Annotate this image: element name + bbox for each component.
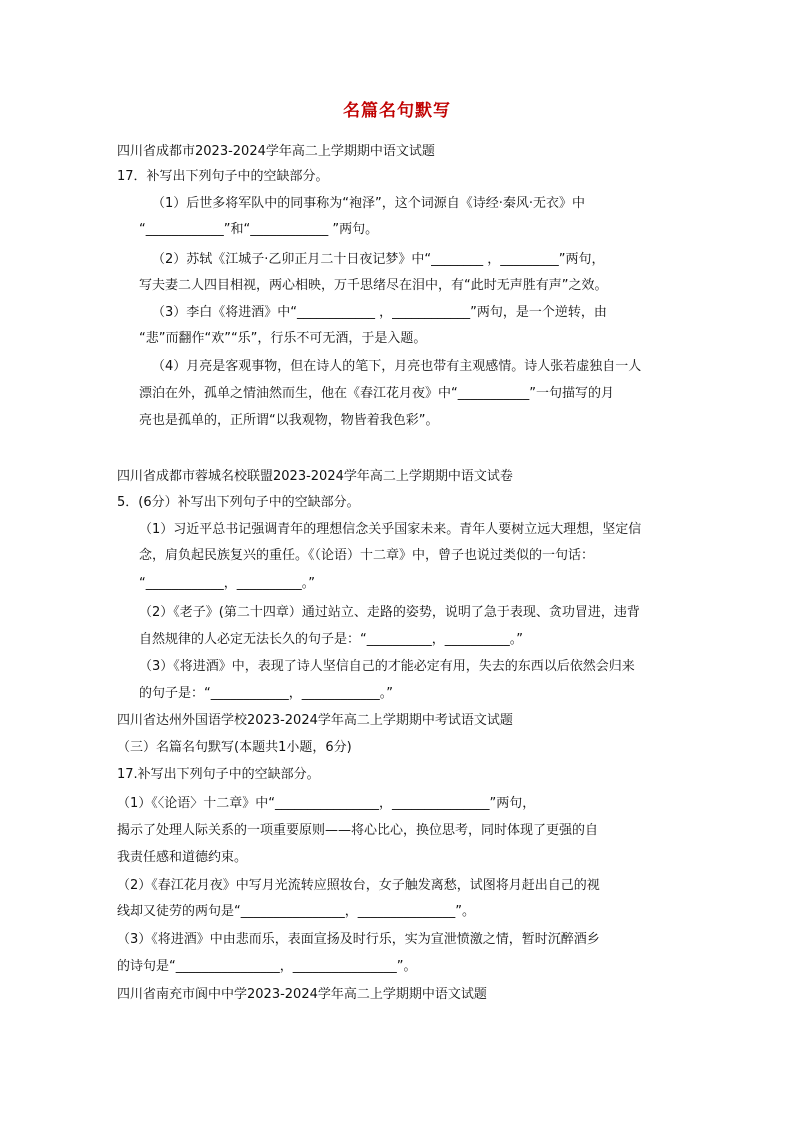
text-line: （2）《春江花月夜》中写月光流转应照妆台，女子触发离愁，试图将月赶出自己的视 bbox=[117, 878, 600, 893]
page-title: 名篇名句默写 bbox=[343, 101, 451, 121]
text-line: 线却又徒劳的两句是“________________，_______________”。 bbox=[117, 904, 475, 919]
source-line: 四川省成都市2023-2024学年高二上学期期中语文试题 bbox=[117, 144, 435, 159]
text-line: （1）后世多将军队中的同事称为“袍泽”，这个词源自《诗经·秦风·无衣》中 bbox=[152, 196, 586, 211]
source-line: 四川省成都市蓉城名校联盟2023-2024学年高二上学期期中语文试卷 bbox=[117, 469, 513, 484]
text-line: （3）《将进酒》中由悲而乐，表面宣扬及时行乐，实为宣泄愤激之情，暂时沉醉酒乡 bbox=[117, 932, 600, 947]
text-line: （3）《将进酒》中，表现了诗人坚信自己的才能必定有用，失去的东西以后依然会归来 bbox=[139, 659, 635, 674]
text-line: （1）《〈论语〉十二章》中“________________，_______________”两句， bbox=[117, 796, 536, 811]
text-line: 写夫妻二人四目相视，两心相映，万千思绪尽在泪中，有“此时无声胜有声”之效。 bbox=[139, 278, 608, 293]
text-line: 我责任感和道德约束。 bbox=[117, 850, 248, 865]
section-heading: （三）名篇名句默写(本题共1小题，6分) bbox=[117, 740, 352, 755]
text-line: （2）《老子》(第二十四章）通过站立、走路的姿势，说明了急于表现、贪功冒进，违背 bbox=[139, 605, 640, 620]
text-line: （1）习近平总书记强调青年的理想信念关乎国家未来。青年人要树立远大理想，坚定信 bbox=[139, 522, 642, 537]
text-line: “____________”和“____________ ”两句。 bbox=[139, 222, 379, 237]
question-line: 5．(6分）补写出下列句子中的空缺部分。 bbox=[117, 495, 360, 510]
text-line: （4）月亮是客观事物，但在诗人的笔下，月亮也带有主观感情。诗人张若虚独自一人 bbox=[152, 359, 642, 374]
text-line: “悲”而翻作“欢”“乐”，行乐不可无酒，于是入题。 bbox=[139, 331, 427, 346]
text-line: 自然规律的人必定无法长久的句子是：“__________，__________。” bbox=[139, 632, 523, 647]
text-line: “____________，__________。” bbox=[139, 576, 315, 591]
text-line: 漂泊在外，孤单之情油然而生，他在《春江花月夜》中“___________”一句描写的月 bbox=[139, 386, 614, 401]
text-line: 亮也是孤单的，正所谓“以我观物，物皆着我色彩”。 bbox=[139, 413, 439, 428]
text-line: 的诗句是“________________，________________”。 bbox=[117, 959, 417, 974]
text-line: （2）苏轼《江城子·乙卯正月二十日夜记梦》中“________ ，_________”两句， bbox=[152, 252, 605, 267]
text-line: （3）李白《将进酒》中“____________ ，____________”两句，是一个逆转，由 bbox=[152, 305, 607, 320]
question-line: 17．补写出下列句子中的空缺部分。 bbox=[117, 169, 329, 184]
source-line: 四川省南充市阆中中学2023-2024学年高二上学期期中语文试题 bbox=[117, 987, 487, 1002]
source-line: 四川省达州外国语学校2023-2024学年高二上学期期中考试语文试题 bbox=[117, 713, 513, 728]
text-line: 念，肩负起民族复兴的重任。《（论语）十二章》中，曾子也说过类似的一句话： bbox=[139, 548, 595, 563]
text-line: 的句子是：“____________，____________。” bbox=[139, 686, 393, 701]
text-line: 揭示了处理人际关系的一项重要原则——将心比心，换位思考，同时体现了更强的自 bbox=[117, 823, 599, 838]
question-line: 17.补写出下列句子中的空缺部分。 bbox=[117, 767, 320, 782]
